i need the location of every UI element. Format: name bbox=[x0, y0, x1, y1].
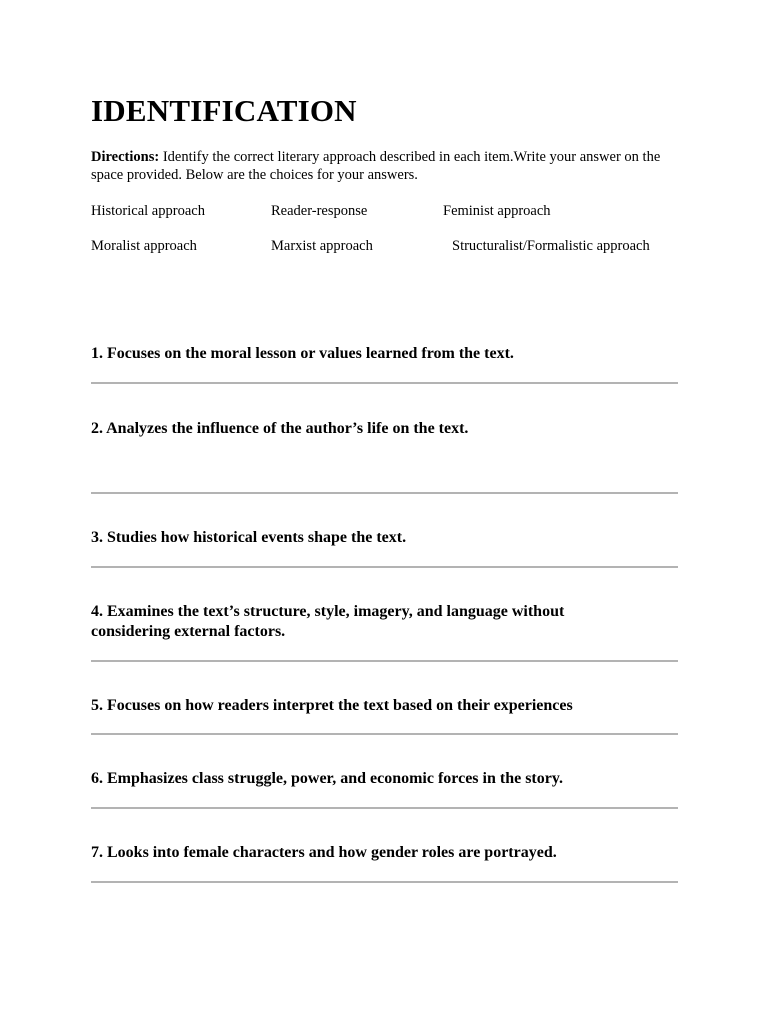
choice-moralist: Moralist approach bbox=[91, 238, 197, 254]
question-1: 1. Focuses on the moral lesson or values learned from the text. bbox=[91, 345, 514, 362]
choice-marxist: Marxist approach bbox=[271, 238, 373, 254]
answer-choices bbox=[91, 202, 691, 262]
question-4: 4. Examines the text’s structure, style, imagery, and language without considering external factors. bbox=[91, 603, 565, 640]
directions-label: Directions: bbox=[91, 149, 160, 165]
answer-line-5[interactable] bbox=[91, 733, 678, 735]
answer-line-6[interactable] bbox=[91, 807, 678, 809]
question-5: 5. Focuses on how readers interpret the text based on their experiences bbox=[91, 697, 573, 714]
answer-line-4[interactable] bbox=[91, 660, 678, 662]
question-3: 3. Studies how historical events shape the text. bbox=[91, 529, 407, 546]
answer-line-2[interactable] bbox=[91, 492, 678, 494]
question-7: 7. Looks into female characters and how gender roles are portrayed. bbox=[91, 844, 557, 861]
answer-line-3[interactable] bbox=[91, 566, 678, 568]
choice-feminist: Feminist approach bbox=[443, 203, 551, 219]
question-2: 2. Analyzes the influence of the author’s life on the text. bbox=[91, 420, 469, 437]
answer-line-1[interactable] bbox=[91, 382, 678, 384]
answer-line-7[interactable] bbox=[91, 881, 678, 883]
choice-historical: Historical approach bbox=[91, 203, 205, 219]
choice-structuralist: Structuralist/Formalistic approach bbox=[452, 238, 650, 254]
page-title: IDENTIFICATION bbox=[91, 93, 357, 128]
choice-reader-response: Reader-response bbox=[271, 203, 368, 219]
directions-paragraph bbox=[91, 148, 681, 184]
directions-text: Identify the correct literary approach described in each item.Write your answer on the space provided. Below are the choices for your answers. bbox=[91, 149, 661, 183]
question-6: 6. Emphasizes class struggle, power, and economic forces in the story. bbox=[91, 770, 563, 787]
